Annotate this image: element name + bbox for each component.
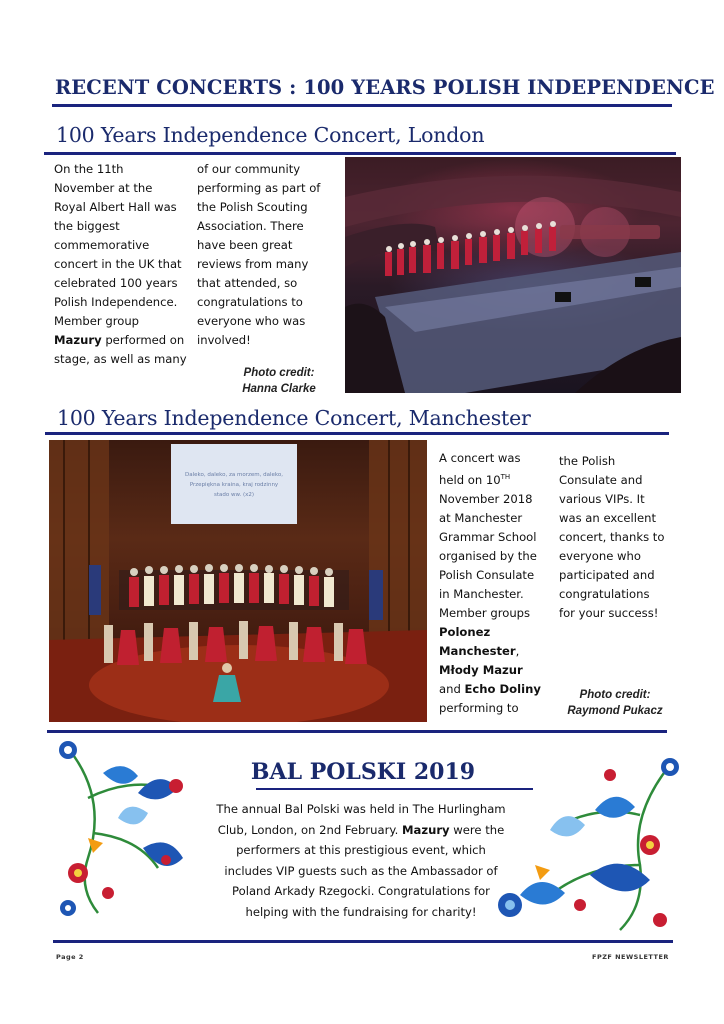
plain-text: involved!: [197, 333, 251, 347]
screen-line-2: Przepiękna kraina, kraj rodzinny: [189, 482, 279, 488]
text-line: [196, 820, 526, 841]
plain-text: for your success!: [559, 606, 659, 620]
london-heading: 100 Years Independence Concert, London: [56, 123, 485, 147]
manchester-heading-rule: [45, 432, 669, 435]
plain-text: Club, London, on 2nd February.: [217, 822, 402, 837]
bal-polski-title: BAL POLSKI 2019: [250, 759, 476, 785]
plain-text: Association. There: [197, 219, 304, 233]
text-line: [197, 274, 342, 293]
plain-text: have been great: [197, 238, 293, 252]
plain-text: Royal Albert Hall was: [54, 200, 177, 214]
london-text-column-2: [197, 160, 342, 350]
footer-rule: [53, 940, 673, 943]
plain-text: participated and: [559, 568, 655, 582]
footer-page-number: Page 2: [56, 953, 84, 961]
text-line: [439, 585, 551, 604]
manchester-text-column-1: [439, 449, 551, 718]
manchester-credit-label: Photo credit:: [579, 689, 651, 701]
plain-text: in Manchester.: [439, 586, 524, 601]
text-line: [197, 198, 342, 217]
plain-text: at Manchester: [439, 510, 523, 525]
text-line: [439, 509, 551, 528]
plain-text: helping with the fundraising for charity!: [245, 904, 477, 919]
bold-text: Mazury: [54, 333, 102, 347]
text-line: [54, 217, 194, 236]
plain-text: includes VIP guests such as the Ambassador of: [224, 863, 498, 878]
text-line: [559, 528, 674, 547]
plain-text: and: [439, 681, 465, 696]
text-line: [197, 217, 342, 236]
plain-text: Polish Consulate: [439, 567, 535, 582]
floral-ornament-left-icon: [48, 738, 198, 918]
london-credit-name: Hanna Clarke: [242, 383, 316, 395]
text-line: [439, 623, 551, 642]
plain-text: congratulations to: [197, 295, 303, 309]
london-credit-label: Photo credit:: [243, 367, 315, 379]
text-line: [196, 799, 526, 820]
plain-text: Poland Arkady Rzegocki. Congratulations for: [232, 884, 490, 898]
text-line: [197, 236, 342, 255]
plain-text: that attended, so: [197, 276, 298, 290]
text-line: [197, 179, 342, 198]
text-line: [54, 236, 194, 255]
text-line: [54, 179, 194, 198]
text-line: [559, 509, 674, 528]
projector-screen-text: [177, 470, 291, 500]
bold-text: Młody Mazur: [439, 662, 523, 677]
london-text-column-1: [54, 160, 194, 369]
text-line: [559, 471, 674, 490]
text-line: [439, 699, 551, 718]
plain-text: reviews from many: [197, 257, 309, 271]
text-line: [439, 468, 551, 490]
text-line: [197, 255, 342, 274]
text-line: [196, 881, 526, 902]
text-line: [439, 566, 551, 585]
text-line: [559, 566, 674, 585]
plain-text: Member groups: [439, 605, 531, 620]
text-line: [54, 274, 194, 293]
text-line: [439, 604, 551, 623]
plain-text: performing as part of: [197, 181, 321, 195]
text-line: [196, 902, 526, 923]
plain-text: performers at this prestigious event, which: [236, 843, 486, 857]
text-line: [54, 255, 194, 274]
plain-text: November 2018: [439, 491, 533, 506]
text-line: [196, 840, 526, 861]
manchester-concert-photo: [49, 440, 427, 722]
text-line: [54, 350, 194, 369]
text-line: [439, 490, 551, 509]
plain-text: concert, thanks to: [559, 530, 665, 544]
bold-text: Polonez: [439, 624, 491, 639]
bal-polski-text: [196, 799, 526, 922]
manchester-photo-credit: [556, 687, 674, 719]
plain-text: commemorative: [54, 238, 150, 252]
screen-line-3: stado ww. (x2): [213, 492, 255, 498]
page-title: RECENT CONCERTS : 100 YEARS POLISH INDEPENDENCE: [55, 76, 715, 99]
london-concert-illustration: [345, 157, 681, 393]
plain-text: performed on: [101, 333, 185, 347]
text-line: [54, 312, 194, 331]
text-line: [197, 160, 342, 179]
text-line: [439, 680, 551, 699]
plain-text: everyone who was: [197, 314, 306, 328]
manchester-heading: 100 Years Independence Concert, Manchester: [57, 406, 531, 430]
footer-publication: FPZF NEWSLETTER: [592, 953, 669, 961]
plain-text: Consulate and: [559, 473, 643, 487]
screen-line-1: Dalеko, daleko, za morzem, daleko,: [185, 472, 283, 478]
text-line: [54, 331, 194, 350]
plain-text: celebrated 100 years: [54, 276, 178, 290]
plain-text: The annual Bal Polski was held in The Hurlingham: [216, 802, 506, 816]
text-line: [559, 547, 674, 566]
text-line: [439, 661, 551, 680]
bold-text: Echo Doliny: [464, 681, 541, 696]
plain-text: the Polish: [559, 454, 616, 468]
plain-text: congratulations: [559, 587, 650, 601]
bal-title-rule: [256, 788, 533, 790]
text-line: [197, 331, 342, 350]
text-line: [559, 452, 674, 471]
plain-text: ,: [515, 643, 520, 658]
text-line: [439, 547, 551, 566]
text-line: [439, 528, 551, 547]
bold-text: Mazury: [401, 822, 450, 837]
plain-text: various VIPs. It: [559, 492, 645, 506]
manchester-text-column-2: [559, 452, 674, 623]
plain-text: performing to: [439, 700, 519, 715]
manchester-credit-name: Raymond Pukacz: [567, 705, 663, 717]
plain-text: the biggest: [54, 219, 120, 233]
plain-text: the Polish Scouting: [197, 200, 308, 214]
plain-text: were the: [449, 822, 505, 837]
text-line: [54, 160, 194, 179]
plain-text: Grammar School: [439, 529, 537, 544]
title-rule: [52, 104, 672, 107]
text-line: [197, 312, 342, 331]
plain-text: On the 11th: [54, 162, 124, 176]
text-line: [196, 861, 526, 882]
london-heading-rule: [44, 152, 676, 155]
text-line: [439, 642, 551, 661]
text-line: [54, 198, 194, 217]
plain-text: Polish Independence.: [54, 295, 178, 309]
plain-text: November at the: [54, 181, 153, 195]
plain-text: concert in the UK that: [54, 257, 182, 271]
text-line: [559, 585, 674, 604]
text-line: [559, 604, 674, 623]
london-photo-credit: [226, 365, 332, 397]
plain-text: held on 10: [439, 472, 501, 487]
plain-text: stage, as well as many: [54, 352, 187, 366]
text-line: [197, 293, 342, 312]
bal-top-rule: [47, 730, 667, 733]
text-line: [54, 293, 194, 312]
plain-text: was an excellent: [559, 511, 657, 525]
superscript: TH: [500, 473, 511, 481]
plain-text: organised by the: [439, 548, 537, 563]
bold-text: Manchester: [439, 643, 516, 658]
text-line: [439, 449, 551, 468]
plain-text: A concert was: [439, 451, 521, 465]
london-concert-photo: [345, 157, 681, 393]
plain-text: of our community: [197, 162, 301, 176]
plain-text: everyone who: [559, 549, 641, 563]
plain-text: Member group: [54, 314, 140, 328]
text-line: [559, 490, 674, 509]
